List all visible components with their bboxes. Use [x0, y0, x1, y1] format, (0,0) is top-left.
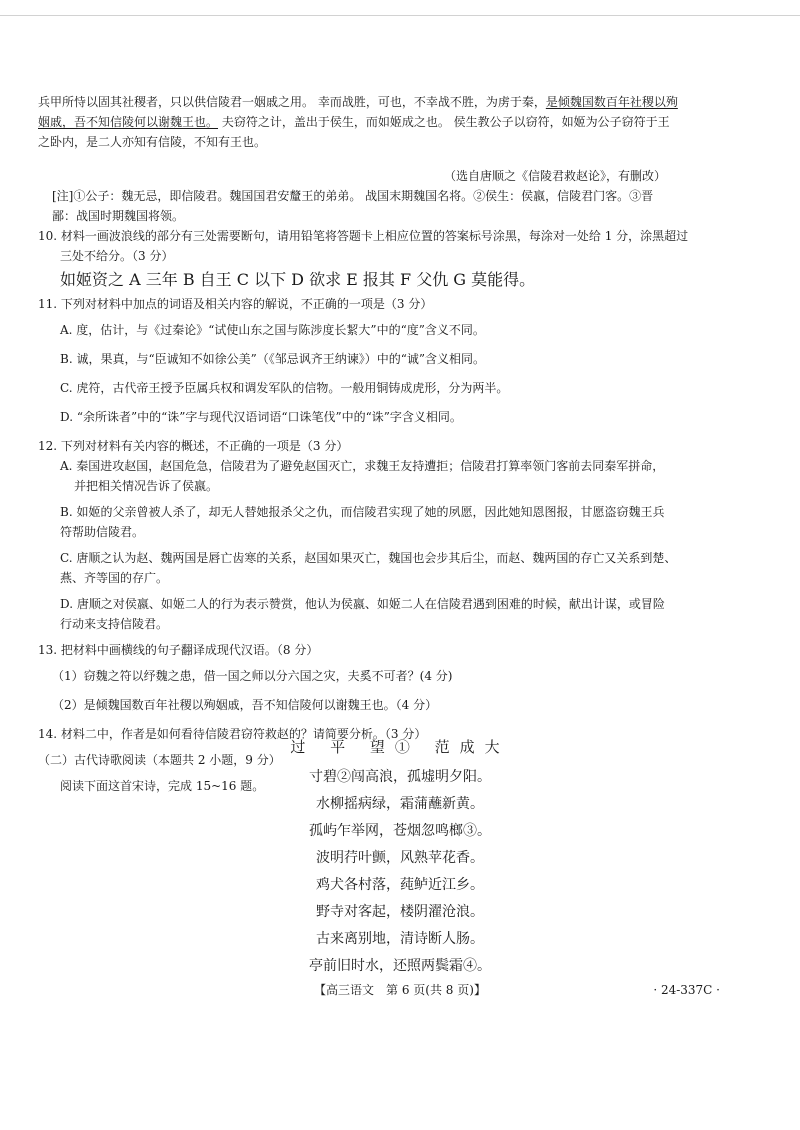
- poem-line: 野寺对客起，楼阴濯沧浪。: [316, 904, 484, 920]
- poem-line: 波明荇叶颤，风熟苹花香。: [316, 850, 484, 866]
- question-12-option-a-cont: 并把相关情况告诉了侯嬴。: [74, 479, 219, 493]
- question-10-stem: 10. 材料一画波浪线的部分有三处需要断句，请用铅笔将答题卡上相应位置的答案标号涂黑，每涂对一处给 1 分，涂黑超过: [38, 229, 689, 243]
- question-13-stem: 13. 把材料中画横线的句子翻译成现代汉语。（8 分）: [38, 643, 319, 657]
- poem-line: 古来离别地，清诗断人肠。: [316, 931, 484, 947]
- question-12-stem: 12. 下列对材料有关内容的概述，不正确的一项是（3 分）: [38, 439, 349, 453]
- footer-exam-code: · 24-337C ·: [653, 983, 720, 997]
- question-14-stem: 14. 材料二中，作者是如何看待信陵君窃符救赵的？请简要分析。（3 分）: [38, 727, 427, 741]
- passage-line-3: 之卧内，是二人亦知有信陵，不知有王也。: [38, 135, 267, 149]
- question-12-option-b: B. 如姬的父亲曾被人杀了，却无人替她报杀父之仇，而信陵君实现了她的夙愿，因此她知恩图报，甘愿盗窃魏王兵: [60, 505, 665, 519]
- question-12-option-c-cont: 燕、齐等国的存广。: [60, 571, 169, 585]
- passage-text: 兵甲所恃以固其社稷者，只以供信陵君一姻戚之用。 幸而战胜，可也，不幸战不胜，为虏于秦，: [38, 95, 546, 109]
- passage-source: （选自唐顺之《信陵君救赵论》，有删改）: [443, 169, 666, 183]
- passage-line-2: [38, 112, 762, 132]
- footer-page-info: 【高三语文 第 6 页(共 8 页)】: [314, 983, 486, 997]
- question-11-option-b: B. 诚，果真，与“臣诚知不如徐公美”（《邹忌讽齐王纳谏》）中的“诚”含义相同。: [60, 352, 485, 366]
- question-13-sentence-1: （1）窃魏之符以纾魏之患，借一国之师以分六国之灾，夫奚不可者？(4 分): [52, 669, 453, 683]
- question-13-sentence-2: （2）是倾魏国数百年社稷以殉姻戚，吾不知信陵何以谢魏王也。（4 分）: [52, 698, 438, 712]
- question-10-stem-cont: 三处不给分。（3 分）: [60, 249, 174, 263]
- question-12-option-d-cont: 行动来支持信陵君。: [60, 617, 169, 631]
- poem-line: 孤屿乍举网，苍烟忽鸣榔③。: [309, 823, 491, 839]
- notes-line-1: [注]①公子：魏无忌，即信陵君。魏国国君安釐王的弟弟。 战国末期魏国名将。②侯生：侯嬴，信陵君门客。③晋: [52, 189, 654, 203]
- question-11-option-a: A. 度，估计，与《过秦论》“试使山东之国与陈涉度长絜大”中的“度”含义不同。: [60, 323, 485, 337]
- poem: [0, 736, 800, 980]
- question-12-option-d: D. 唐顺之对侯嬴、如姬二人的行为表示赞赏，他认为侯嬴、如姬二人在信陵君遇到困难的时候，献出计谋，或冒险: [60, 597, 665, 611]
- question-12-option-b-cont: 符帮助信陵君。: [60, 525, 145, 539]
- underlined-sentence-part-1: 是倾魏国数百年社稷以殉: [545, 95, 678, 109]
- question-12-option-c: C. 唐顺之认为赵、魏两国是唇亡齿寒的关系，赵国如果灭亡，魏国也会步其后尘，而赵、魏两国的存亡又关系到楚、: [60, 551, 677, 565]
- poem-title: 过 平 望① 范成大: [290, 738, 510, 756]
- notes-line-2: 鄙：战国时期魏国将领。: [52, 209, 185, 223]
- question-12-option-a: A. 秦国进攻赵国，赵国危急，信陵君为了避免赵国灭亡，求魏王友持遭拒；信陵君打算率领门客前去同秦军拼命，: [60, 459, 665, 473]
- section-2-heading: （二）古代诗歌阅读（本题共 2 小题，9 分）: [38, 753, 281, 767]
- question-11-stem: 11. 下列对材料中加点的词语及相关内容的解说，不正确的一项是（3 分）: [38, 297, 433, 311]
- section-2-intro: 阅读下面这首宋诗，完成 15~16 题。: [60, 779, 265, 793]
- question-11-option-c: C. 虎符，古代帝王授予臣属兵权和调发军队的信物。一般用铜铸成虎形，分为两半。: [60, 381, 509, 395]
- poem-line: 寸碧②闯高浪，孤墟明夕阳。: [309, 769, 491, 785]
- top-rule: [0, 15, 800, 16]
- poem-line: 水柳摇病绿，霜蒲蘸新黄。: [316, 796, 484, 812]
- passage-text: 夫窃符之计，盖出于侯生，而如姬成之也。 侯生教公子以窃符，如姬为公子窃符于王: [218, 115, 670, 129]
- underlined-sentence-part-2: 姻戚，吾不知信陵何以谢魏王也。: [38, 115, 219, 129]
- poem-line: 亭前旧时水，还照两鬓霜④。: [309, 958, 491, 974]
- question-11-option-d: D. “余所诛者”中的“诛”字与现代汉语词语“口诛笔伐”中的“诛”字含义相同。: [60, 410, 462, 424]
- exam-page-body: [38, 92, 762, 796]
- passage-line-1: [38, 92, 762, 112]
- question-10-sentence: 如姬资之 A 三年 B 自王 C 以下 D 欲求 E 报其 F 父仇 G 莫能得。: [60, 270, 536, 289]
- poem-line: 鸡犬各村落，莼鲈近江乡。: [316, 877, 484, 893]
